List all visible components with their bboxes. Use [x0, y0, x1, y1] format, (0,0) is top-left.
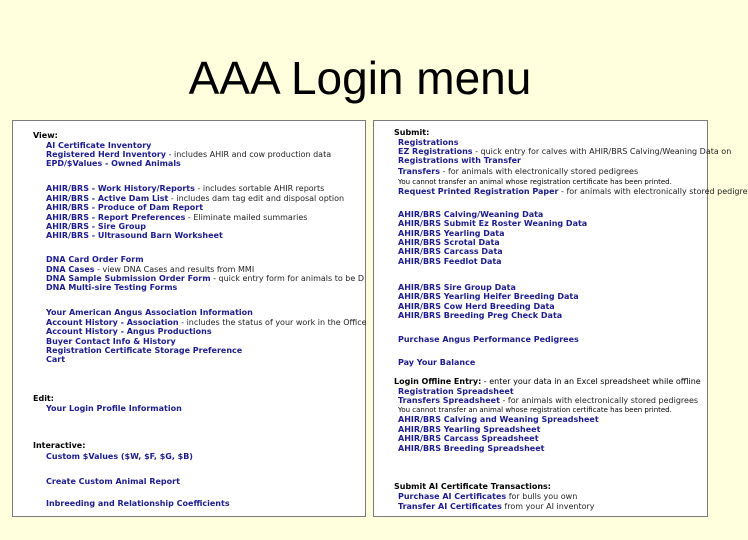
- menu-link-request-printed-registration-paper[interactable]: Request Printed Registration Paper: [398, 187, 559, 196]
- menu-item-registrations-with-transfer: [398, 156, 521, 165]
- menu-item-ahir-brs-scrotal-data: [398, 238, 500, 247]
- menu-link-transfers-spreadsheet[interactable]: Transfers Spreadsheet: [398, 396, 500, 405]
- menu-link-ahir-brs-sire-group[interactable]: AHIR/BRS - Sire Group: [46, 222, 146, 231]
- transfer-warning-note: [398, 406, 672, 415]
- menu-link-ahir-brs-yearling-heifer-breeding-data[interactable]: AHIR/BRS Yearling Heifer Breeding Data: [398, 292, 579, 301]
- menu-link-dna-multi-sire-testing-forms[interactable]: DNA Multi-sire Testing Forms: [46, 283, 178, 292]
- menu-link-dna-sample-submission-order-form[interactable]: DNA Sample Submission Order Form: [46, 274, 211, 283]
- menu-item-dna-sample-submission-order-form: [46, 274, 364, 283]
- menu-link-ahir-brs-carcass-spreadsheet[interactable]: AHIR/BRS Carcass Spreadsheet: [398, 434, 539, 443]
- menu-item-dna-cases: [46, 265, 254, 274]
- menu-item-epd-values-owned-animals: [46, 159, 181, 168]
- menu-link-registration-certificate-storage-preference[interactable]: Registration Certificate Storage Preference: [46, 346, 243, 355]
- menu-item-dna-card-order-form: [46, 255, 144, 264]
- menu-link-ahir-brs-produce-of-dam-report[interactable]: AHIR/BRS - Produce of Dam Report: [46, 203, 204, 212]
- menu-link-ahir-brs-sire-group-data[interactable]: AHIR/BRS Sire Group Data: [398, 283, 516, 292]
- menu-link-ai-certificate-inventory[interactable]: AI Certificate Inventory: [46, 141, 152, 150]
- menu-link-ahir-brs-breeding-preg-check-data[interactable]: AHIR/BRS Breeding Preg Check Data: [398, 311, 563, 320]
- menu-link-ahir-brs-yearling-spreadsheet[interactable]: AHIR/BRS Yearling Spreadsheet: [398, 425, 541, 434]
- menu-item-ahir-brs-active-dam-list: [46, 194, 344, 203]
- menu-link-ahir-brs-yearling-data[interactable]: AHIR/BRS Yearling Data: [398, 229, 505, 238]
- section-heading-label: Interactive:: [33, 441, 86, 450]
- menu-item-description: - quick entry for calves with AHIR/BRS Calving/Weaning Data on: [472, 147, 732, 156]
- menu-item-description: - for animals with electronically stored pedigre: [558, 187, 748, 196]
- menu-item-ahir-brs-feedlot-data: [398, 257, 502, 266]
- menu-item-account-history-association: [46, 318, 367, 327]
- section-heading-submit: [394, 128, 429, 137]
- menu-link-create-custom-animal-report[interactable]: Create Custom Animal Report: [46, 477, 180, 486]
- menu-item-description: - Eliminate mailed summaries: [185, 213, 308, 222]
- menu-item-dna-multi-sire-testing-forms: [46, 283, 177, 292]
- menu-item-description: - includes dam tag edit and disposal option: [168, 194, 345, 203]
- menu-item-ahir-brs-calving-weaning-data: [398, 210, 543, 219]
- menu-link-ahir-brs-report-preferences[interactable]: AHIR/BRS - Report Preferences: [46, 213, 186, 222]
- section-heading-label: Login Offline Entry:: [394, 377, 482, 386]
- menu-item-description: - includes the status of your work in the Office: [178, 318, 367, 327]
- menu-item-registered-herd-inventory: [46, 150, 331, 159]
- menu-item-ahir-brs-ultrasound-barn-worksheet: [46, 231, 223, 240]
- menu-link-epd-values-owned-animals[interactable]: EPD/$Values - Owned Animals: [46, 159, 181, 168]
- menu-item-your-american-angus-association-information: [46, 308, 253, 317]
- menu-link-your-american-angus-association-information[interactable]: Your American Angus Association Information: [46, 308, 253, 317]
- menu-link-purchase-angus-performance-pedigrees[interactable]: Purchase Angus Performance Pedigrees: [398, 335, 579, 344]
- menu-link-ahir-brs-active-dam-list[interactable]: AHIR/BRS - Active Dam List: [46, 194, 169, 203]
- section-heading-view: [33, 131, 58, 140]
- menu-item-ahir-brs-report-preferences: [46, 213, 307, 222]
- menu-link-account-history-angus-productions[interactable]: Account History - Angus Productions: [46, 327, 212, 336]
- menu-item-purchase-ai-certificates: [398, 492, 577, 501]
- menu-item-ahir-brs-sire-group: [46, 222, 146, 231]
- menu-link-ez-registrations[interactable]: EZ Registrations: [398, 147, 473, 156]
- menu-item-pay-your-balance: [398, 358, 475, 367]
- menu-link-ahir-brs-submit-ez-roster-weaning-data[interactable]: AHIR/BRS Submit Ez Roster Weaning Data: [398, 219, 588, 228]
- menu-link-ahir-brs-carcass-data[interactable]: AHIR/BRS Carcass Data: [398, 247, 503, 256]
- menu-item-ahir-brs-carcass-spreadsheet: [398, 434, 539, 443]
- menu-item-ahir-brs-breeding-preg-check-data: [398, 311, 562, 320]
- menu-link-registered-herd-inventory[interactable]: Registered Herd Inventory: [46, 150, 167, 159]
- menu-item-custom-values-w-f-g-b: [46, 452, 193, 461]
- menu-item-description: - quick entry form for animals to be D: [210, 274, 364, 283]
- menu-item-ahir-brs-sire-group-data: [398, 283, 516, 292]
- menu-item-description: for bulls you own: [506, 492, 578, 501]
- menu-item-ahir-brs-yearling-data: [398, 229, 505, 238]
- menu-item-ez-registrations: [398, 147, 731, 156]
- menu-item-description: - for animals with electronically stored pedigrees: [499, 396, 699, 405]
- section-heading-interactive: [33, 441, 85, 450]
- menu-link-cart[interactable]: Cart: [46, 355, 66, 364]
- menu-item-create-custom-animal-report: [46, 477, 180, 486]
- menu-link-pay-your-balance[interactable]: Pay Your Balance: [398, 358, 476, 367]
- menu-item-request-printed-registration-paper: [398, 187, 748, 196]
- menu-link-ahir-brs-calving-and-weaning-spreadsheet[interactable]: AHIR/BRS Calving and Weaning Spreadsheet: [398, 415, 599, 424]
- menu-item-description: - includes sortable AHIR reports: [194, 184, 325, 193]
- menu-item-buyer-contact-info-history: [46, 337, 176, 346]
- menu-item-your-login-profile-information: [46, 404, 182, 413]
- menu-link-custom-values-w-f-g-b[interactable]: Custom $Values ($W, $F, $G, $B): [46, 452, 193, 461]
- menu-link-your-login-profile-information[interactable]: Your Login Profile Information: [46, 404, 182, 413]
- menu-link-inbreeding-and-relationship-coefficients[interactable]: Inbreeding and Relationship Coefficients: [46, 499, 230, 508]
- warning-text: You cannot transfer an animal whose registration certificate has been printed.: [398, 406, 672, 414]
- left-menu-panel: [12, 120, 366, 517]
- menu-item-registrations: [398, 138, 459, 147]
- menu-item-ahir-brs-breeding-spreadsheet: [398, 444, 544, 453]
- section-heading-offline: [394, 377, 701, 386]
- menu-link-registrations-with-transfer[interactable]: Registrations with Transfer: [398, 156, 521, 165]
- menu-item-ahir-brs-produce-of-dam-report: [46, 203, 203, 212]
- menu-link-dna-card-order-form[interactable]: DNA Card Order Form: [46, 255, 144, 264]
- menu-item-description: from your AI inventory: [501, 502, 595, 511]
- menu-item-registration-certificate-storage-preference: [46, 346, 242, 355]
- menu-item-transfer-ai-certificates: [398, 502, 595, 511]
- section-heading-label: Edit:: [33, 394, 54, 403]
- warning-text: You cannot transfer an animal whose registration certificate has been printed.: [398, 178, 672, 186]
- section-heading-edit: [33, 394, 54, 403]
- menu-item-description: - view DNA Cases and results from MMI: [94, 265, 255, 274]
- menu-item-registration-spreadsheet: [398, 387, 514, 396]
- menu-link-ahir-brs-scrotal-data[interactable]: AHIR/BRS Scrotal Data: [398, 238, 500, 247]
- menu-link-registration-spreadsheet[interactable]: Registration Spreadsheet: [398, 387, 514, 396]
- menu-item-transfers-spreadsheet: [398, 396, 698, 405]
- menu-link-account-history-association[interactable]: Account History - Association: [46, 318, 179, 327]
- menu-item-ahir-brs-work-history-reports: [46, 184, 324, 193]
- menu-item-ahir-brs-cow-herd-breeding-data: [398, 302, 555, 311]
- menu-item-ahir-brs-yearling-spreadsheet: [398, 425, 540, 434]
- menu-item-ahir-brs-submit-ez-roster-weaning-data: [398, 219, 587, 228]
- menu-item-description: - for animals with electronically stored pedigrees: [440, 167, 639, 176]
- menu-link-ahir-brs-cow-herd-breeding-data[interactable]: AHIR/BRS Cow Herd Breeding Data: [398, 302, 555, 311]
- section-heading-label: View:: [33, 131, 58, 140]
- menu-link-purchase-ai-certificates[interactable]: Purchase AI Certificates: [398, 492, 507, 501]
- transfer-warning-note: [398, 178, 672, 187]
- section-heading-note: - enter your data in an Excel spreadsheet while offline: [481, 377, 701, 386]
- section-heading-label: Submit AI Certificate Transactions:: [394, 482, 551, 491]
- menu-link-ahir-brs-feedlot-data[interactable]: AHIR/BRS Feedlot Data: [398, 257, 502, 266]
- right-menu-panel: [373, 120, 748, 517]
- slide-title: AAA Login menu: [188, 52, 532, 104]
- menu-item-transfers: [398, 167, 638, 176]
- menu-link-ahir-brs-calving-weaning-data[interactable]: AHIR/BRS Calving/Weaning Data: [398, 210, 544, 219]
- menu-item-ahir-brs-yearling-heifer-breeding-data: [398, 292, 579, 301]
- menu-item-description: - includes AHIR and cow production data: [166, 150, 332, 159]
- section-heading-ai-transactions: [394, 482, 551, 491]
- menu-item-purchase-angus-performance-pedigrees: [398, 335, 579, 344]
- section-heading-label: Submit:: [394, 128, 430, 137]
- menu-link-ahir-brs-breeding-spreadsheet[interactable]: AHIR/BRS Breeding Spreadsheet: [398, 444, 545, 453]
- menu-item-inbreeding-and-relationship-coefficients: [46, 499, 230, 508]
- menu-item-cart: [46, 355, 65, 364]
- menu-item-ahir-brs-calving-and-weaning-spreadsheet: [398, 415, 599, 424]
- menu-item-account-history-angus-productions: [46, 327, 212, 336]
- menu-link-ahir-brs-ultrasound-barn-worksheet[interactable]: AHIR/BRS - Ultrasound Barn Worksheet: [46, 231, 223, 240]
- menu-link-buyer-contact-info-history[interactable]: Buyer Contact Info & History: [46, 337, 176, 346]
- menu-link-ahir-brs-work-history-reports[interactable]: AHIR/BRS - Work History/Reports: [46, 184, 195, 193]
- menu-link-transfer-ai-certificates[interactable]: Transfer AI Certificates: [398, 502, 502, 511]
- menu-item-ahir-brs-carcass-data: [398, 247, 503, 256]
- menu-link-transfers[interactable]: Transfers: [398, 167, 440, 176]
- menu-link-dna-cases[interactable]: DNA Cases: [46, 265, 95, 274]
- menu-item-ai-certificate-inventory: [46, 141, 151, 150]
- menu-link-registrations[interactable]: Registrations: [398, 138, 459, 147]
